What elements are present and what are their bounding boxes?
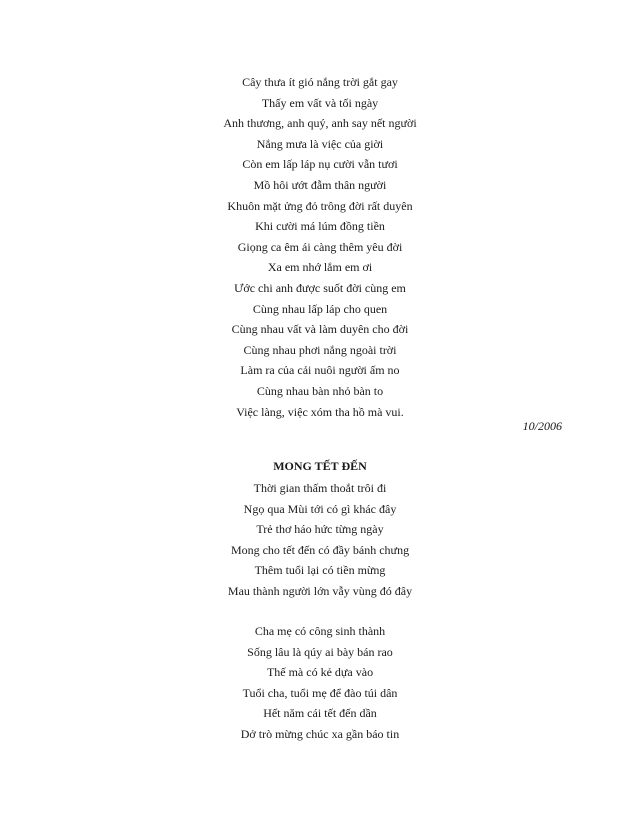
poem-line: Cùng nhau phơi nắng ngoài trời	[243, 342, 397, 357]
poem-line: Cha mẹ có công sinh thành	[254, 624, 386, 638]
poem-line: Sống lâu là qúy ai bày bán rao	[247, 644, 393, 659]
poem-line: Giọng ca êm ái càng thêm yêu đời	[237, 239, 403, 254]
poem-line: Ước chi anh được suốt đời cùng em	[234, 280, 406, 295]
poem-line: Nắng mưa là việc của giời	[256, 136, 384, 151]
poem-line: Dở trò mừng chúc xa gần báo tin	[240, 726, 400, 741]
poem-2-stanza-1	[200, 478, 440, 602]
poem-line: Cùng nhau bàn nhỏ bàn to	[256, 383, 384, 398]
poem-line: Việc làng, việc xóm tha hồ mà vui.	[236, 404, 404, 419]
poem-title: MONG TẾT ĐẾN	[273, 459, 367, 473]
poem-line: Xa em nhớ lắm em ơi	[267, 260, 373, 275]
poem-line: Trẻ thơ háo hức từng ngày	[256, 522, 384, 537]
poem-line: Còn em lấp láp nụ cười vẫn tươi	[242, 157, 398, 172]
poem-line: Tuổi cha, tuổi mẹ để đào túi dân	[242, 685, 398, 700]
poem-line: Thế mà có kẻ dựa vào	[266, 665, 374, 680]
poem-line: Anh thương, anh quý, anh say nết người	[223, 116, 417, 131]
poem-line: Thêm tuổi lại có tiền mừng	[254, 563, 386, 578]
poem-line: Khi cười má lúm đồng tiền	[255, 219, 385, 234]
poem-line: Cây thưa ít gió nắng trời gắt gay	[242, 75, 398, 89]
poem-2-stanza-2	[200, 621, 440, 745]
poem-line: Cùng nhau vất và làm duyên cho đời	[231, 322, 409, 337]
poem-line: Cùng nhau lấp láp cho quen	[252, 301, 388, 316]
poem-line: Ngọ qua Mùi tới có gì khác đây	[243, 501, 397, 516]
poem-line: Mau thành người lớn vẫy vùng đó đây	[227, 583, 413, 598]
poem-line: Hết năm cái tết đến dần	[263, 706, 377, 721]
poem-line: Thấy em vất và tối ngày	[261, 95, 379, 110]
poem-line: Thời gian thấm thoắt trôi đi	[253, 481, 387, 495]
poem-line: Làm ra của cải nuôi người ấm no	[240, 363, 400, 378]
poem-line: Khuôn mặt ửng đỏ trông đời rất duyên	[227, 198, 413, 213]
poem-1	[200, 72, 440, 422]
poem-date: 10/2006	[522, 419, 562, 433]
poem-line: Mồ hôi ướt đẫm thân người	[253, 177, 387, 192]
poem-line: Mong cho tết đến có đầy bánh chưng	[230, 542, 410, 557]
